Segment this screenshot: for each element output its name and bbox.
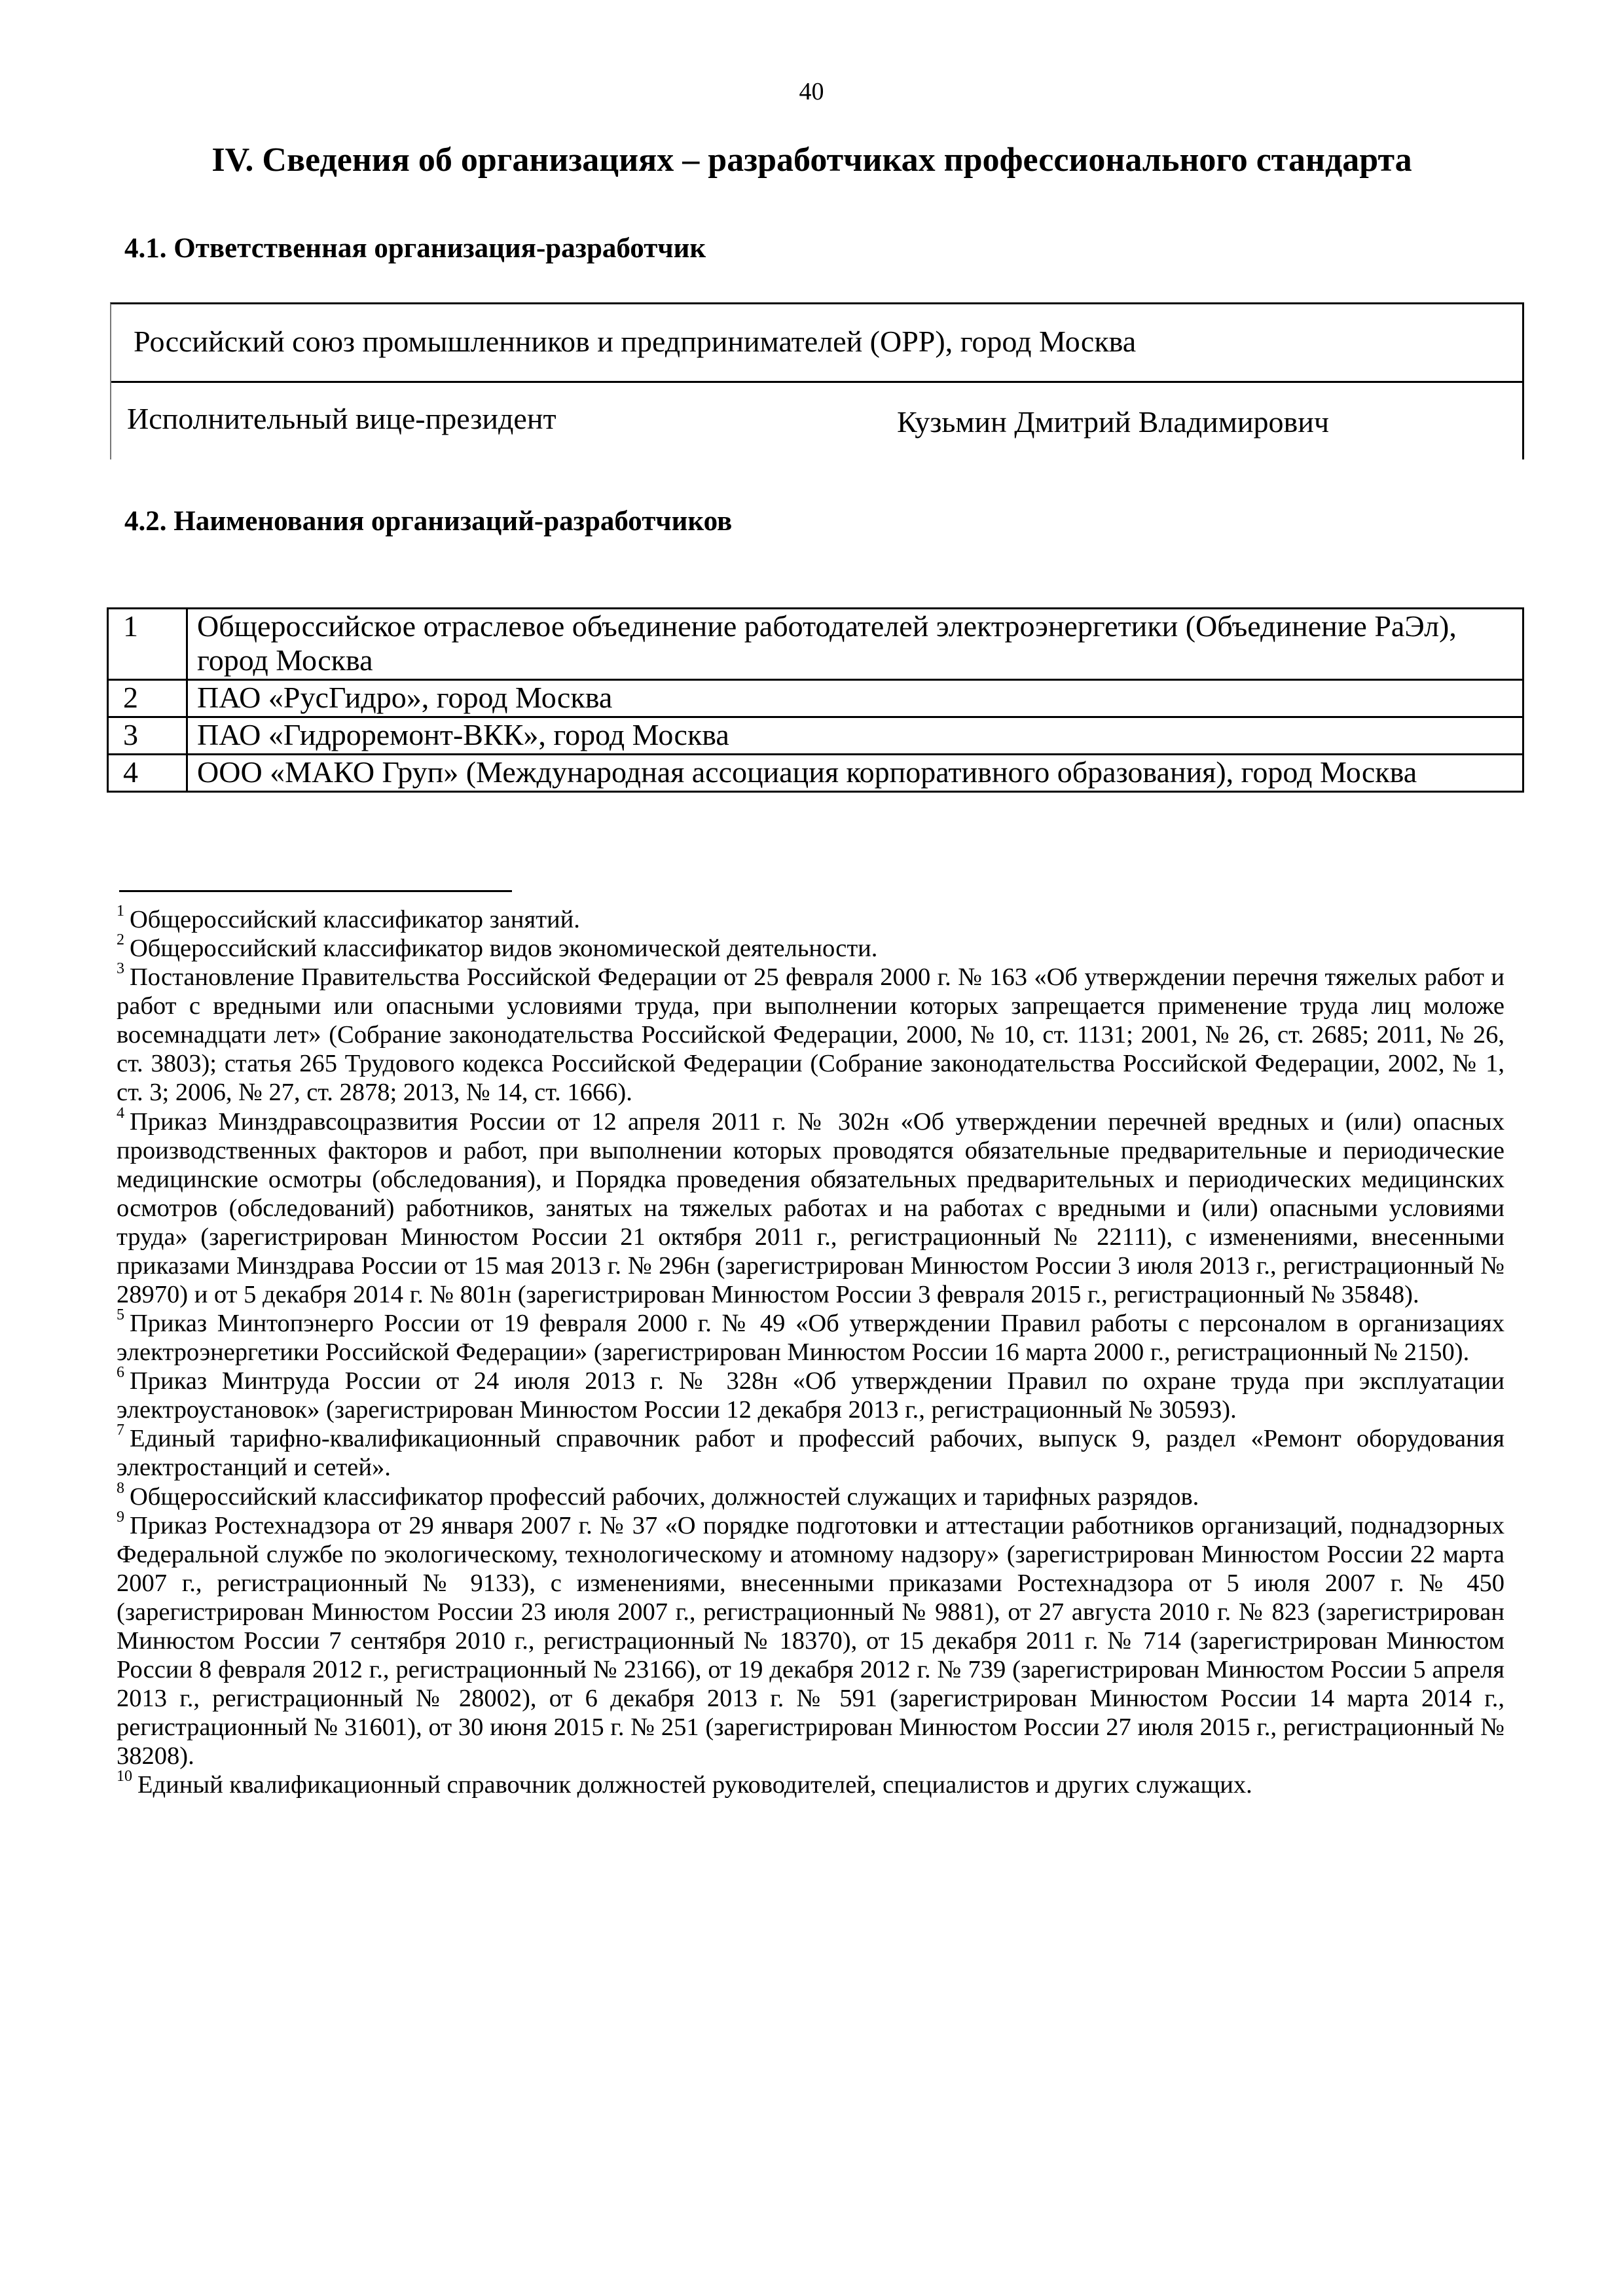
footnote [117,1479,1504,1511]
row-number: 2 [108,679,187,717]
footnote [117,1364,1504,1424]
table-row [108,754,1523,791]
table-row [108,679,1523,717]
developers-heading: 4.2. Наименования организаций-разработчиков [124,506,733,537]
footnote-number: 9 [117,1508,124,1526]
organization-name: Общероссийское отраслевое объединение работодателей электроэнергетики (Объединение РаЭл), город Москва [187,609,1523,680]
footnote-text: Приказ Минтруда России от 24 июля 2013 г. № 328н «Об утверждении Правил по охране труда при эксплуатации электроустановок» (зарегистрирован Минюстом России 12 декабря 2013 г., регистрационный № 30593). [117,1367,1504,1424]
footnote [117,905,1504,934]
footnote-number: 4 [117,1104,124,1122]
table-row [108,717,1523,754]
footnote-text: Единый квалификационный справочник должностей руководителей, специалистов и других служащих. [137,1771,1252,1799]
footnote [117,1770,1504,1799]
responsible-position: Исполнительный вице-президент [127,402,556,435]
footnote-number: 1 [117,903,124,920]
footnotes [117,905,1504,1799]
organization-name: ООО «МАКО Груп» (Международная ассоциация корпоративного образования), город Москва [187,754,1523,791]
footnote-number: 3 [117,960,124,978]
divider [111,381,1522,383]
footnote-number: 2 [117,931,124,949]
section-title: IV. Сведения об организациях – разработчиках профессионального стандарта [211,141,1412,179]
responsible-org-heading: 4.1. Ответственная организация-разработчик [124,233,706,264]
table-row [108,609,1523,680]
footnote-text: Общероссийский классификатор видов экономической деятельности. [130,935,878,963]
footnote-text: Приказ Минздравсоцразвития России от 12 апреля 2011 г. № 302н «Об утверждении перечней вредных и (или) опасных производственных факторов и работ, при выполнении которых проводятся обязательные предварительные и периодические медицинские осмотры (обследования), и Порядка проведения обязательных предварительных и периодических медицинских осмотров (обследований) работников, занятых на тяжелых работах и на работах с вредными и (или) опасными условиями труда» (зарегистрирован Минюстом России 21 октября 2011 г., регистрационный № 22111), с изменениями, внесенными приказами Минздрава России от 15 мая 2013 г. № 296н (зарегистрирован Минюстом России 3 июля 2013 г., регистрационный № 28970) и от 5 декабря 2014 г. № 801н (зарегистрирован Минюстом России 3 февраля 2015 г., регистрационный № 35848). [117,1107,1504,1309]
footnote [117,960,1504,1107]
footnote-number: 6 [117,1364,124,1382]
footnote [117,931,1504,963]
organization-name: ПАО «РусГидро», город Москва [187,679,1523,717]
responsible-org-box [110,302,1524,459]
footnote-text: Постановление Правительства Российской Федерации от 25 февраля 2000 г. № 163 «Об утверждении перечня тяжелых работ и работ с вредными или опасными условиями труда, при выполнении которых запрещается применение труда лиц моложе восемнадцати лет» (Собрание законодательства Российской Федерации, 2000, № 10, ст. 1131; 2001, № 26, ст. 2685; 2011, № 26, ст. 3803); статья 265 Трудового кодекса Российской Федерации (Собрание законодательства Российской Федерации, 2002, № 1, ст. 3; 2006, № 27, ст. 2878; 2013, № 14, ст. 1666). [117,963,1504,1107]
footnote-number: 8 [117,1479,124,1497]
row-number: 4 [108,754,187,791]
organization-name: ПАО «Гидроремонт-ВКК», город Москва [187,717,1523,754]
footnote-number: 7 [117,1422,124,1439]
developers-table [107,607,1524,793]
row-number: 1 [108,609,187,680]
footnote-text: Приказ Ростехнадзора от 29 января 2007 г. № 37 «О порядке подготовки и аттестации работников организаций, поднадзорных Федеральной службе по экологическому, технологическому и атомному надзору» (зарегистрирован Минюстом России 22 марта 2007 г., регистрационный № 9133), с изменениями, внесенными приказами Ростехнадзора от 5 июля 2007 г. № 450 (зарегистрирован Минюстом России 23 июля 2007 г., регистрационный № 9881), от 27 августа 2010 г. № 823 (зарегистрирован Минюстом России 7 сентября 2010 г., регистрационный № 18370), от 15 декабря 2011 г. № 714 (зарегистрирован Минюстом России 8 февраля 2012 г., регистрационный № 23166), от 19 декабря 2012 г. № 739 (зарегистрирован Минюстом России 5 апреля 2013 г., регистрационный № 28002), от 6 декабря 2013 г. № 591 (зарегистрирован Минюстом России 14 марта 2014 г., регистрационный № 31601), от 30 июня 2015 г. № 251 (зарегистрирован Минюстом России 27 июля 2015 г., регистрационный № 38208). [117,1511,1504,1770]
footnote-text: Приказ Минтопэнерго России от 19 февраля 2000 г. № 49 «Об утверждении Правил работы с персоналом в организациях электроэнергетики Российской Федерации» (зарегистрирован Минюстом России 16 марта 2000 г., регистрационный № 2150). [117,1310,1504,1367]
row-number: 3 [108,717,187,754]
footnote-text: Общероссийский классификатор занятий. [130,906,580,933]
footnote-separator [119,890,512,892]
footnote-text: Общероссийский классификатор профессий рабочих, должностей служащих и тарифных разрядов. [130,1482,1199,1511]
responsible-org-name: Российский союз промышленников и предпринимателей (ОРР), город Москва [134,325,1137,358]
footnote-text: Единый тарифно-квалификационный справочник работ и профессий рабочих, выпуск 9, раздел «Ремонт оборудования электростанций и сетей». [117,1425,1504,1482]
page-number: 40 [799,78,824,105]
footnote-number: 10 [117,1768,132,1785]
footnote [117,1508,1504,1771]
footnote [117,1104,1504,1310]
footnote [117,1306,1504,1367]
responsible-person: Кузьмин Дмитрий Владимирович [897,405,1329,439]
footnote-number: 5 [117,1306,124,1324]
footnote [117,1424,1504,1482]
